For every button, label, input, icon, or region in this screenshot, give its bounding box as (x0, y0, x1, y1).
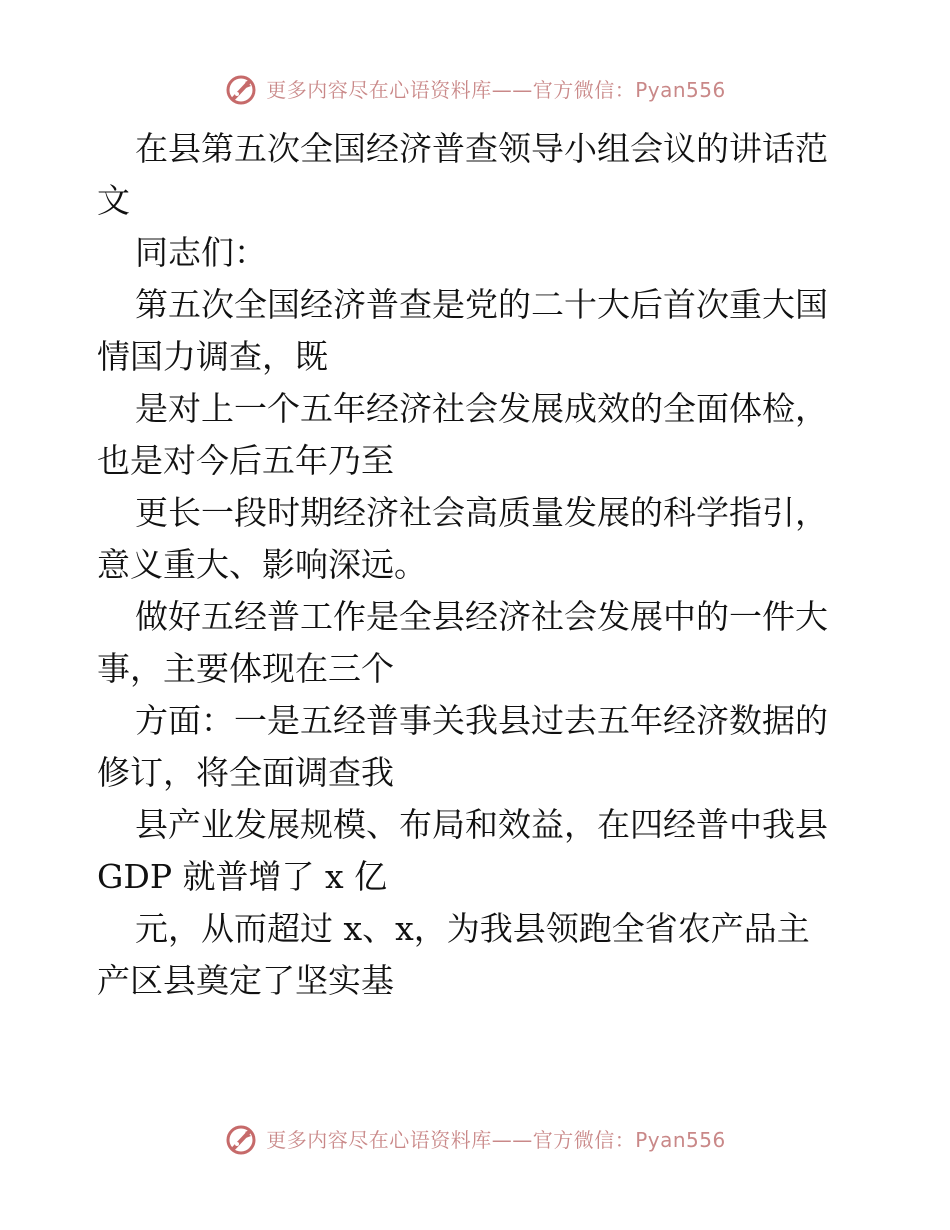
text-line: 方面：一是五经普事关我县过去五年经济数据的 (135, 701, 828, 740)
text-line: 元，从而超过 x、x，为我县领跑全省农产品主 (135, 909, 810, 948)
text-line: 做好五经普工作是全县经济社会发展中的一件大 (135, 597, 828, 636)
text-line: 同志们： (135, 233, 267, 272)
text-line: GDP 就普增了 x 亿 (97, 857, 388, 896)
footer-watermark-text: 更多内容尽在心语资料库——官方微信：Pyan556 (266, 1128, 726, 1152)
text-line: 修订，将全面调查我 (97, 753, 394, 792)
text-line: 第五次全国经济普查是党的二十大后首次重大国 (135, 285, 828, 324)
text-line: 意义重大、影响深远。 (97, 545, 427, 584)
header-watermark (0, 72, 950, 108)
text-line: 文 (97, 181, 130, 220)
text-line: 更长一段时期经济社会高质量发展的科学指引， (135, 493, 828, 532)
text-line: 产区县奠定了坚实基 (97, 961, 394, 1000)
pen-logo-icon (224, 73, 258, 107)
text-line: 情国力调查，既 (97, 337, 328, 376)
text-line: 也是对今后五年乃至 (97, 441, 394, 480)
text-line: 县产业发展规模、布局和效益，在四经普中我县 (135, 805, 828, 844)
speech-text (97, 124, 852, 1008)
footer-watermark (0, 1122, 950, 1158)
text-line: 是对上一个五年经济社会发展成效的全面体检， (135, 389, 828, 428)
text-line: 事，主要体现在三个 (97, 649, 394, 688)
pen-logo-icon (224, 1123, 258, 1157)
text-line: 在县第五次全国经济普查领导小组会议的讲话范 (135, 129, 828, 168)
header-watermark-text: 更多内容尽在心语资料库——官方微信：Pyan556 (266, 78, 726, 102)
